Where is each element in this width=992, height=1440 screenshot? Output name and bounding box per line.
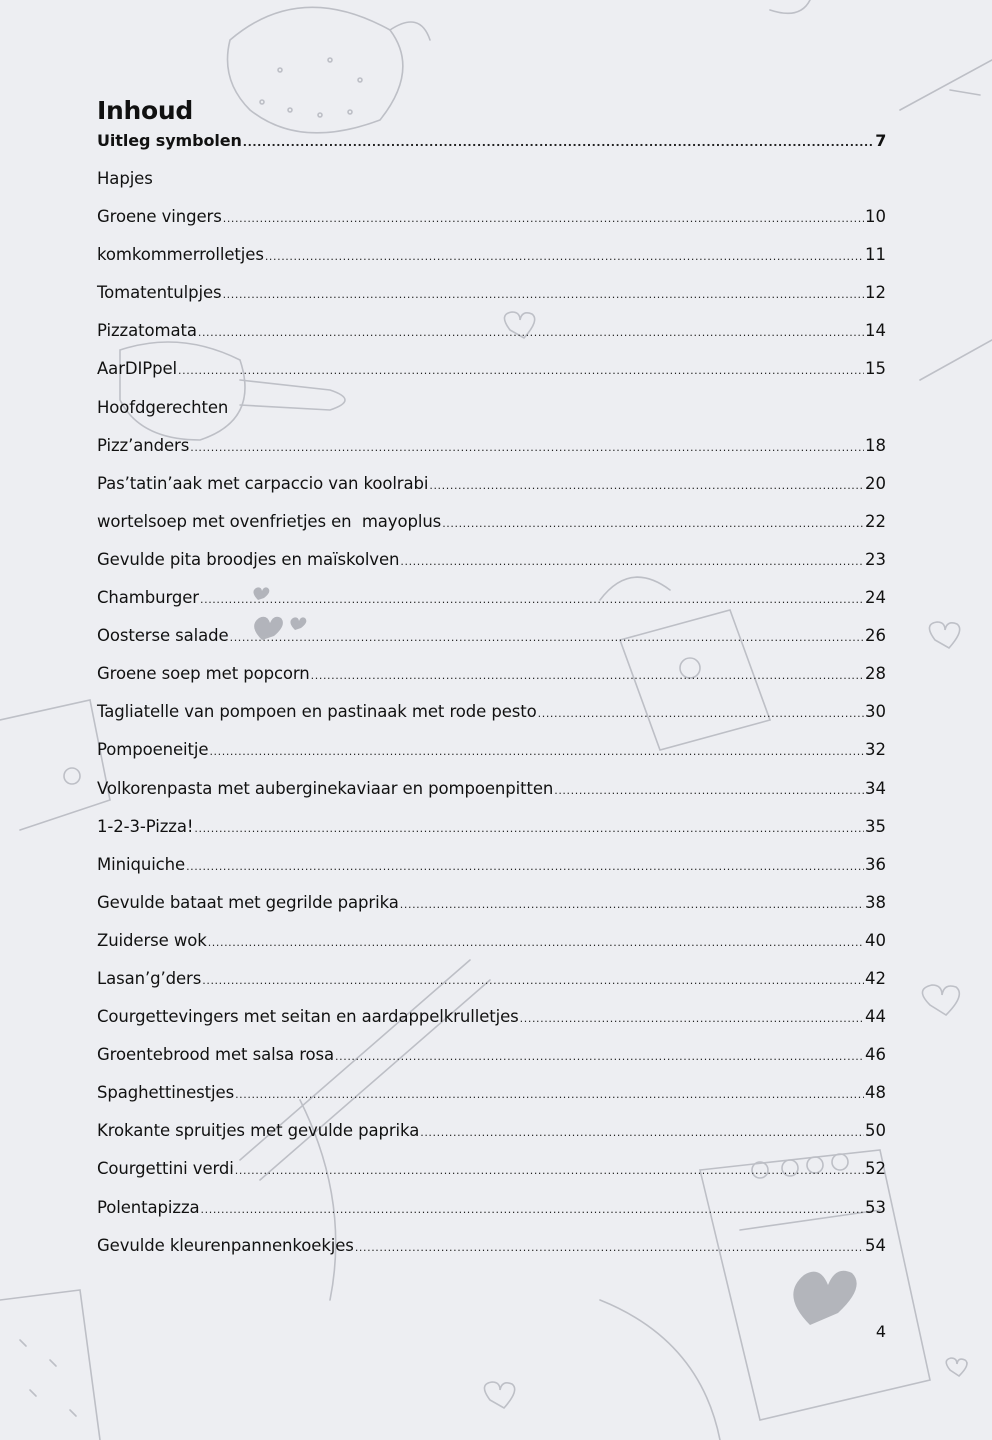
toc-entry-label: 1-2-3-Pizza! [97,816,194,836]
table-of-contents [97,96,886,1273]
toc-entry[interactable] [97,244,886,282]
toc-dot-leader [223,284,864,306]
toc-dot-leader [265,246,864,268]
toc-entry-label: Tomatentulpjes [97,283,222,303]
toc-entry[interactable] [97,282,886,320]
toc-dot-leader [230,627,864,649]
toc-entry[interactable] [97,1120,886,1158]
toc-entry-page: 32 [865,740,886,760]
toc-entry-label: Oosterse salade [97,626,229,646]
toc-entry[interactable] [97,1044,886,1082]
toc-section-label: Hoofdgerechten [97,397,229,417]
toc-heading: Inhoud [97,96,193,125]
toc-entry-label: Zuiderse wok [97,930,207,950]
toc-entry-label: Groentebrood met salsa rosa [97,1045,335,1065]
toc-entry-label: Groene soep met popcorn [97,664,310,684]
toc-entry-page: 28 [865,664,886,684]
toc-dot-leader [243,132,874,154]
toc-dot-leader [201,1199,864,1221]
toc-entry[interactable] [97,206,886,244]
toc-dot-leader [223,208,864,230]
toc-entry-label: Volkorenpasta met auberginekaviaar en pompoenpitten [97,778,554,798]
toc-entry-label: Spaghettinestjes [97,1083,235,1103]
toc-list [97,130,886,1273]
toc-entry[interactable] [97,778,886,816]
toc-entry[interactable] [97,1235,886,1273]
toc-entry[interactable] [97,663,886,701]
toc-dot-leader [400,551,864,573]
toc-entry[interactable] [97,816,886,854]
toc-entry-label: Gevulde pita broodjes en maïskolven [97,549,400,569]
toc-entry[interactable] [97,739,886,777]
toc-dot-leader [235,1160,864,1182]
toc-entry[interactable] [97,1006,886,1044]
toc-entry[interactable] [97,892,886,930]
toc-entry-page: 12 [865,283,886,303]
toc-dot-leader [400,894,864,916]
toc-entry[interactable] [97,473,886,511]
toc-dot-leader [429,475,864,497]
toc-dot-leader [420,1122,864,1144]
toc-section-label: Hapjes [97,169,153,188]
toc-entry-page: 18 [865,435,886,455]
toc-entry-label: Krokante spruitjes met gevulde paprika [97,1121,420,1141]
toc-entry-label: Pompoeneitje [97,740,209,760]
toc-entry-label: Chamburger [97,588,199,608]
page-number: 4 [875,1322,886,1341]
toc-entry-page: 40 [865,930,886,950]
toc-entry-label: Pizzatomata [97,321,197,341]
toc-entry-label: Miniquiche [97,854,186,874]
toc-entry-label: wortelsoep met ovenfrietjes en mayoplus [97,511,442,531]
toc-entry-page: 42 [865,968,886,988]
toc-dot-leader [335,1046,864,1068]
toc-entry-label: Tagliatelle van pompoen en pastinaak met rode pesto [97,702,537,722]
toc-dot-leader [355,1237,864,1259]
toc-entry-label: Gevulde bataat met gegrilde paprika [97,892,399,912]
toc-dot-leader [190,437,864,459]
toc-entry-page: 10 [865,207,886,227]
toc-entry-label: komkommerrolletjes [97,245,264,265]
toc-entry-page: 48 [865,1083,886,1103]
toc-entry-page: 23 [865,549,886,569]
toc-entry[interactable] [97,511,886,549]
toc-entry-label: Groene vingers [97,207,222,227]
toc-entry-page: 34 [865,778,886,798]
toc-entry-label: AarDIPpel [97,359,178,379]
toc-dot-leader [198,322,864,344]
toc-entry-page: 52 [865,1159,886,1179]
toc-dot-leader [200,589,864,611]
toc-dot-leader [209,741,864,763]
toc-dot-leader [186,856,864,878]
toc-dot-leader [194,818,864,840]
toc-entry-label: Pizz’anders [97,435,190,455]
toc-entry-page: 50 [865,1121,886,1141]
toc-entry-page: 54 [865,1235,886,1255]
toc-entry-page: 14 [865,321,886,341]
toc-entry-label: Courgettini verdi [97,1159,234,1179]
toc-entry-page: 22 [865,511,886,531]
toc-entry-page: 53 [865,1197,886,1217]
toc-entry-page: 24 [865,588,886,608]
toc-entry[interactable] [97,930,886,968]
toc-entry-page: 46 [865,1045,886,1065]
toc-entry[interactable] [97,320,886,358]
toc-entry-page: 36 [865,854,886,874]
toc-entry[interactable] [97,625,886,663]
toc-dot-leader [208,932,864,954]
toc-entry-label: Lasan’g’ders [97,968,202,988]
toc-entry-page: 20 [865,473,886,493]
toc-entry[interactable] [97,549,886,587]
toc-dot-leader [538,703,864,725]
toc-dot-leader [311,665,864,687]
toc-entry-label: Courgettevingers met seitan en aardappelkrulletjes [97,1007,519,1027]
toc-entry[interactable] [97,1197,886,1235]
toc-entry-page: 26 [865,626,886,646]
toc-entry-page: 30 [865,702,886,722]
toc-entry[interactable] [97,701,886,739]
toc-entry[interactable] [97,854,886,892]
toc-entry[interactable] [97,130,886,152]
toc-dot-leader [235,1084,864,1106]
toc-dot-leader [202,970,864,992]
toc-dot-leader [520,1008,864,1030]
toc-entry-label: Pas’tatin’aak met carpaccio van koolrabi [97,473,429,493]
toc-entry[interactable] [97,1158,886,1196]
toc-dot-leader [554,780,864,802]
toc-entry[interactable] [97,968,886,1006]
toc-entry-label: Uitleg symbolen [97,131,242,150]
toc-entry-page: 11 [865,245,886,265]
toc-entry-page: 44 [865,1007,886,1027]
toc-dot-leader [442,513,864,535]
toc-entry[interactable] [97,587,886,625]
toc-entry-page: 35 [865,816,886,836]
toc-entry[interactable] [97,358,886,396]
toc-entry[interactable] [97,435,886,473]
toc-section-heading [97,397,886,435]
toc-section-heading [97,168,886,206]
toc-entry[interactable] [97,1082,886,1120]
toc-entry-page: 38 [865,892,886,912]
toc-entry-page: 7 [875,131,886,150]
toc-dot-leader [178,360,864,382]
toc-entry-page: 15 [865,359,886,379]
toc-entry-label: Gevulde kleurenpannenkoekjes [97,1235,354,1255]
toc-entry-label: Polentapizza [97,1197,200,1217]
